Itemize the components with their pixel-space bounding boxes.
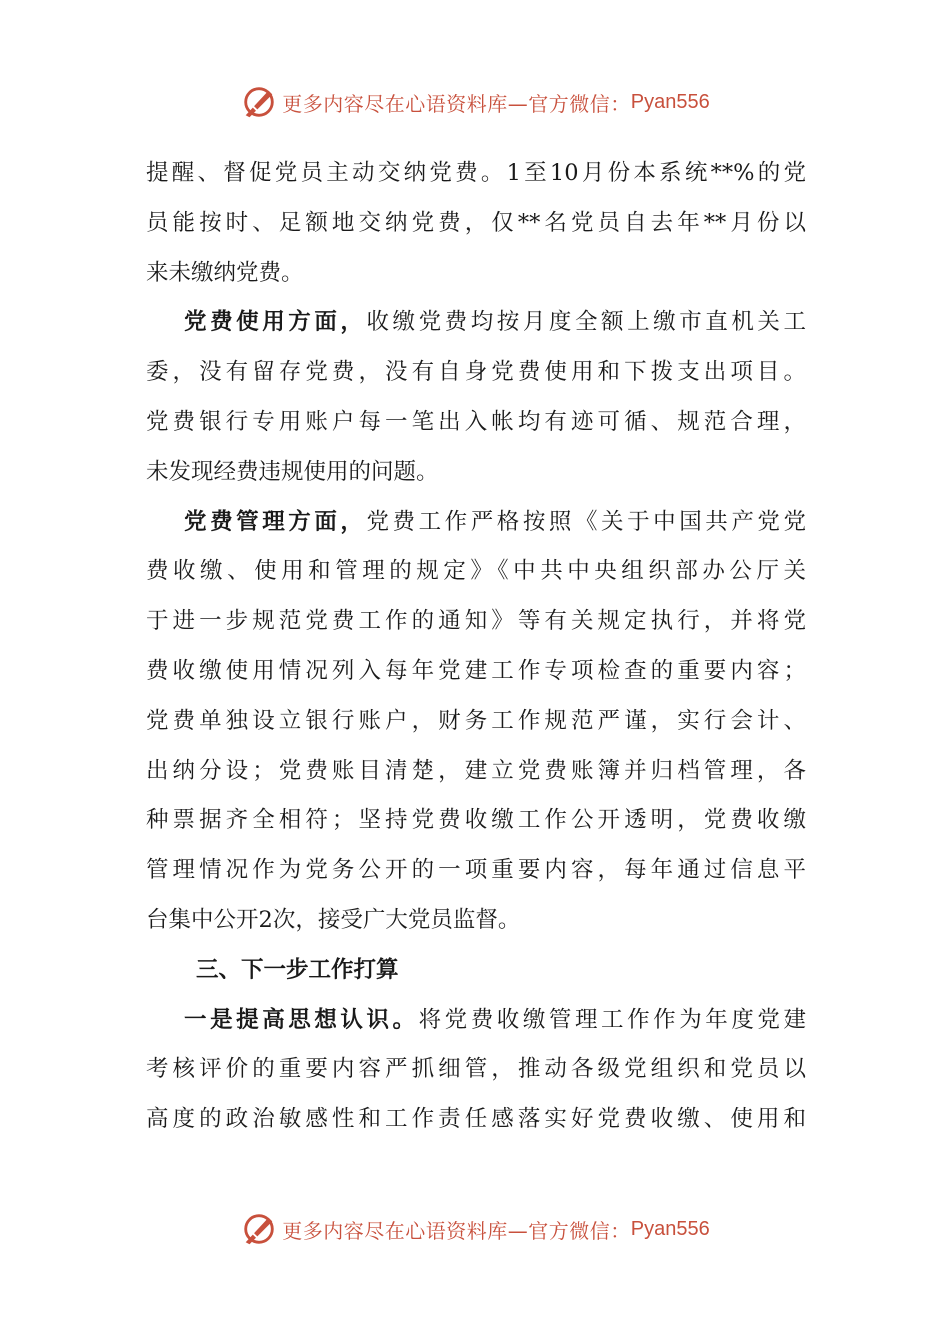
line-text: 种票据齐全相符；坚持党费收缴工作公开透明，党费收缴 <box>146 807 806 834</box>
text-line <box>146 896 806 946</box>
watermark-banner-bottom <box>0 1207 950 1251</box>
pen-logo-icon <box>240 1210 278 1248</box>
text-line <box>146 597 806 647</box>
line-text: 党费银行专用账户每一笔出入帐均有迹可循、规范合理， <box>146 408 806 435</box>
text-line <box>146 796 806 846</box>
line-text: 将党费收缴管理工作作为年度党建 <box>418 1006 806 1033</box>
line-text: 员能按时、足额地交纳党费，仅**名党员自去年**月份以 <box>146 209 806 236</box>
bold-lead: 党费管理方面， <box>184 508 367 535</box>
line-text: 提醒、督促党员主动交纳党费。1至10月份本系统**%的党 <box>146 160 806 186</box>
text-line <box>146 547 806 597</box>
text-line <box>146 398 806 448</box>
line-text: 考核评价的重要内容严抓细管，推动各级党组织和党员以 <box>146 1056 806 1083</box>
text-line <box>146 149 806 199</box>
text-line <box>146 846 806 896</box>
line-text: 台集中公开2次，接受广大党员监督。 <box>146 906 521 933</box>
text-line <box>146 348 806 398</box>
text-line <box>146 747 806 797</box>
text-line <box>146 298 806 348</box>
line-text: 委，没有留存党费，没有自身党费使用和下拨支出项目。 <box>146 359 806 386</box>
line-text: 党费单独设立银行账户，财务工作规范严谨，实行会计、 <box>146 707 806 734</box>
watermark-text: 更多内容尽在心语资料库—官方微信： <box>282 91 631 116</box>
text-line <box>146 199 806 249</box>
line-text: 费收缴、使用和管理的规定》《中共中央组织部办公厅关 <box>146 558 806 585</box>
line-text: 费收缴使用情况列入每年党建工作专项检查的重要内容； <box>146 657 806 684</box>
text-line <box>146 996 806 1046</box>
bold-lead: 党费使用方面， <box>184 309 367 336</box>
text-line <box>146 1095 806 1145</box>
line-text: 于进一步规范党费工作的通知》等有关规定执行，并将党 <box>146 608 806 635</box>
watermark-text: 更多内容尽在心语资料库—官方微信： <box>282 1218 631 1243</box>
line-text: 收缴党费均按月度全额上缴市直机关工 <box>366 309 806 336</box>
bold-lead: 一是提高思想认识。 <box>184 1006 419 1033</box>
watermark-id: Pyan556 <box>630 90 710 113</box>
watermark-banner-top <box>0 80 950 124</box>
text-line <box>146 1045 806 1095</box>
text-line <box>146 697 806 747</box>
watermark-id: Pyan556 <box>630 1217 710 1240</box>
line-text: 未发现经费违规使用的问题。 <box>146 458 439 485</box>
text-line <box>146 249 806 299</box>
line-text: 党费工作严格按照《关于中国共产党党 <box>366 508 806 535</box>
pen-logo-icon <box>240 83 278 121</box>
line-text: 来未缴纳党费。 <box>146 259 304 286</box>
line-text: 高度的政治敏感性和工作责任感落实好党费收缴、使用和 <box>146 1106 806 1133</box>
line-text: 管理情况作为党务公开的一项重要内容，每年通过信息平 <box>146 857 806 884</box>
text-line <box>146 498 806 548</box>
text-line <box>146 448 806 498</box>
bold-lead: 三、下一步工作打算 <box>196 956 399 983</box>
text-line <box>146 647 806 697</box>
line-text: 出纳分设；党费账目清楚，建立党费账簿并归档管理，各 <box>146 757 806 784</box>
document-body <box>146 149 806 1145</box>
text-line <box>146 946 806 996</box>
